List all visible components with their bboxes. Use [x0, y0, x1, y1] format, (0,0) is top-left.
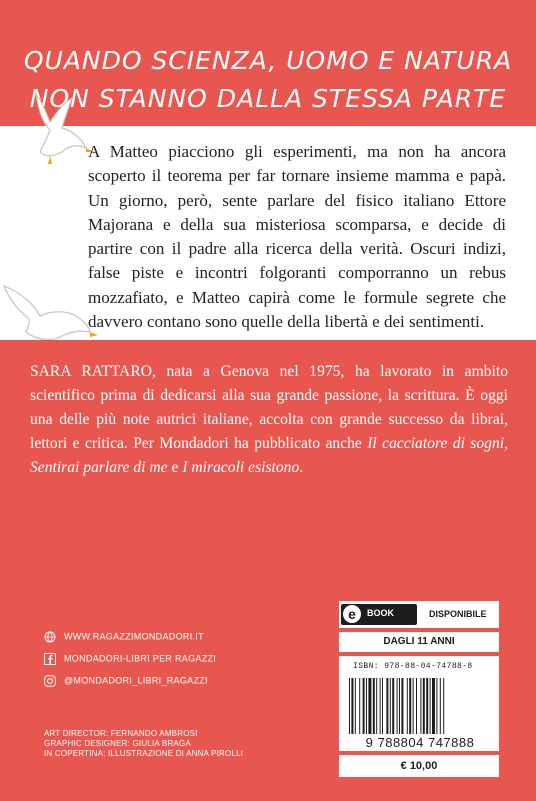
barcode-block: [339, 656, 499, 751]
credits: [44, 729, 243, 759]
author-bio: [30, 360, 508, 480]
barcode-digits: 9 788804 747888: [365, 735, 475, 750]
facebook-icon: [44, 653, 56, 665]
age-range: DAGLI 11 ANNI: [339, 632, 499, 652]
headline-line-2: NON STANNO DALLA STESSA PARTE: [29, 84, 507, 113]
instagram-link[interactable]: [44, 675, 208, 687]
instagram-icon: [44, 675, 56, 687]
facebook-text: MONDADORI-LIBRI PER RAGAZZI: [64, 653, 217, 664]
bio-end: .: [299, 459, 304, 476]
facebook-link[interactable]: [44, 653, 216, 665]
price: € 10,00: [339, 755, 499, 777]
ebook-label: BOOK: [367, 608, 394, 618]
book-blurb: A Matteo piacciono gli esperimenti, ma non ha ancora scoperto il teorema per far tornare insieme mamma e papà. Un giorno, però, sente parlare del fisico italiano Ettore Majorana e della sua misteriosa scomparsa, e decide di partire con il padre alla ricerca della verità. Oscuri indizi, false piste e incontri folgoranti comporranno un rebus mozzafiato, e Matteo capirà come le formule segrete che davvero contano sono quelle della libertà e dei sentimenti.: [88, 142, 506, 332]
book-title: I miracoli esistono: [182, 459, 300, 476]
seagull-illustration: [0, 280, 100, 360]
graphic-designer-credit: GRAPHIC DESIGNER: GIULIA BRAGA: [44, 739, 191, 748]
bio-text: SARA RATTARO, nata a Genova nel 1975, ha lavorato in ambito scientifico prima di dedicarsi alla sua grande passione, la scrittura. È oggi una delle più note autrici italiane, accolta con grande successo da librai, lettori e critica. Per Mondadori ha pubblicato anche: [30, 363, 508, 452]
bio-separator: ,: [504, 435, 509, 452]
website-text: WWW.RAGAZZIMONDADORI.IT: [64, 631, 204, 642]
price-box: [339, 601, 499, 779]
headline-line-1: QUANDO SCIENZA, UOMO E NATURA: [23, 46, 513, 75]
book-title: Sentirai parlare di me: [30, 459, 168, 476]
ebook-row: [339, 601, 499, 628]
art-director-credit: ART DIRECTOR: FERNANDO AMBROSI: [44, 729, 198, 738]
instagram-text: @MONDADORI_LIBRI_RAGAZZI: [64, 675, 208, 686]
ebook-badge: [341, 604, 417, 625]
cover-credit: IN COPERTINA: ILLUSTRAZIONE DI ANNA PIROLLI: [44, 749, 244, 758]
isbn: ISBN: 978-88-04-74788-8: [353, 662, 473, 671]
bio-separator: e: [167, 459, 183, 476]
book-title: Il cacciatore di sogni: [367, 435, 505, 452]
availability: DISPONIBILE: [429, 609, 487, 619]
globe-icon: [44, 631, 56, 643]
ebook-icon: e: [343, 605, 361, 623]
barcode: [349, 678, 491, 734]
website-link[interactable]: [44, 631, 204, 643]
